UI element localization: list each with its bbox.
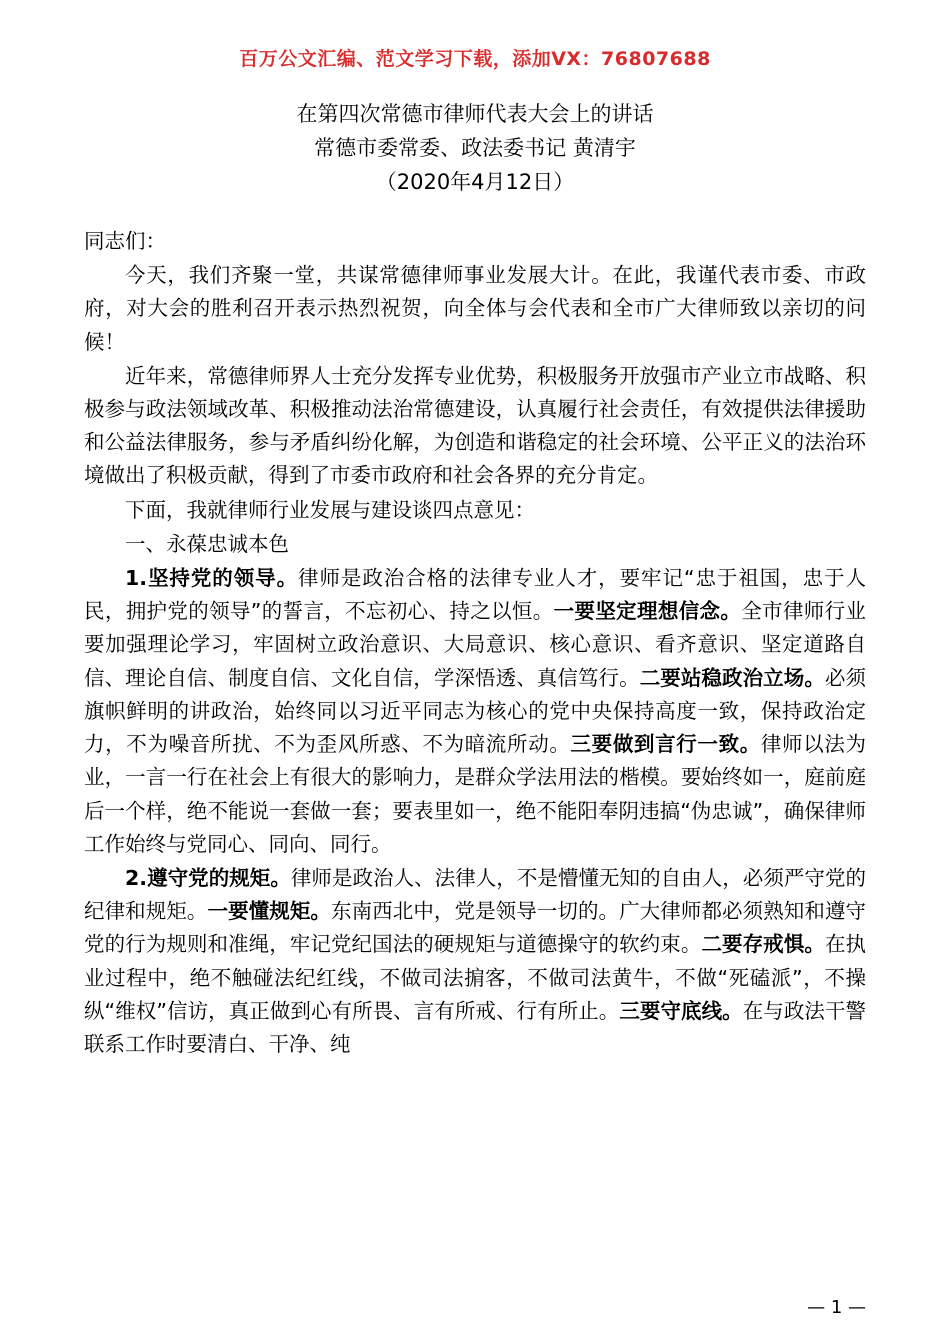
paragraph-section-1-2	[84, 862, 866, 1061]
title-line-1: 在第四次常德市律师代表大会上的讲话	[296, 102, 654, 126]
text-1-1: 律师是政治合格的法律专业人才，要牢记“忠于祖国，忠于人民，拥护党的领导”的誓言，不忘初心、持之以恒。	[84, 566, 866, 624]
paragraph-section-1-1	[84, 562, 866, 861]
bold-1-2: 二要站稳政治立场。	[639, 665, 825, 690]
bold-1-3: 三要做到言行一致。	[570, 732, 761, 757]
bold-2-3: 三要守底线。	[619, 998, 743, 1023]
text-1-4: 律师以法为业，一言一行在社会上有很大的影响力，是群众学法用法的楷模。要始终如一，庭前庭后一个样，绝不能说一套做一套；要表里如一，绝不能阳奉阴违搞“伪忠诚”，确保律师工作始终与党同心、同向、同行。	[84, 732, 867, 856]
page-number: — 1 —	[807, 1297, 866, 1318]
text-1-3: 必须旗帜鲜明的讲政治，始终同以习近平同志为核心的党中央保持高度一致，保持政治定力，不为噪音所扰、不为歪风所惑、不为暗流所动。	[84, 665, 867, 757]
heading-section-1: 一、永葆忠诚本色	[125, 531, 289, 556]
text-2-2: 东南西北中，党是领导一切的。广大律师都必须熟知和遵守党的行为规则和准绳，牢记党纪国法的硬规矩与道德操守的软约束。	[84, 899, 867, 957]
document-title-block	[84, 97, 866, 199]
watermark-banner: 百万公文汇编、范文学习下载，添加VX：76807688	[239, 48, 711, 70]
text-2-3: 在执业过程中，绝不触碰法纪红线，不做司法掮客，不做司法黄牛，不做“死磕派”，不操纵“维权”信访，真正做到心有所畏、言有所戒、行有所止。	[84, 932, 867, 1023]
salutation: 同志们：	[84, 229, 166, 254]
bold-2-2: 二要存戒惧。	[701, 932, 825, 957]
lead-2-label: 2.遵守党的规矩。	[125, 865, 291, 890]
document-body	[84, 225, 866, 1061]
bold-2-1: 一要懂规矩。	[207, 899, 331, 924]
title-line-3: （2020年4月12日）	[375, 170, 575, 195]
text-2-4: 在与政法干警联系工作时要清白、干净、纯	[84, 998, 866, 1056]
text-2-1: 律师是政治人、法律人，不是懵懂无知的自由人，必须严守党的纪律和规矩。	[84, 865, 866, 924]
paragraph-1: 今天，我们齐聚一堂，共谋常德律师事业发展大计。在此，我谨代表市委、市政府，对大会的胜利召开表示热烈祝贺，向全体与会代表和全市广大律师致以亲切的问候！	[84, 263, 866, 354]
paragraph-2: 近年来，常德律师界人士充分发挥专业优势，积极服务开放强市产业立市战略、积极参与政法领域改革、积极推动法治常德建设，认真履行社会责任，有效提供法律援助和公益法律服务，参与矛盾纠纷化解，为创造和谐稳定的社会环境、公平正义的法治环境做出了积极贡献，得到了市委市政府和社会各界的充分肯定。	[84, 363, 866, 488]
text-1-2: 全市律师行业要加强理论学习，牢固树立政治意识、大局意识、核心意识、看齐意识、坚定道路自信、理论自信、制度自信、文化自信，学深悟透、真信笃行。	[84, 599, 867, 690]
paragraph-3: 下面，我就律师行业发展与建设谈四点意见：	[125, 497, 535, 522]
title-line-2: 常德市委常委、政法委书记 黄清宇	[314, 136, 636, 161]
bold-1-1: 一要坚定理想信念。	[553, 599, 742, 624]
lead-1-label: 1.坚持党的领导。	[125, 566, 299, 591]
